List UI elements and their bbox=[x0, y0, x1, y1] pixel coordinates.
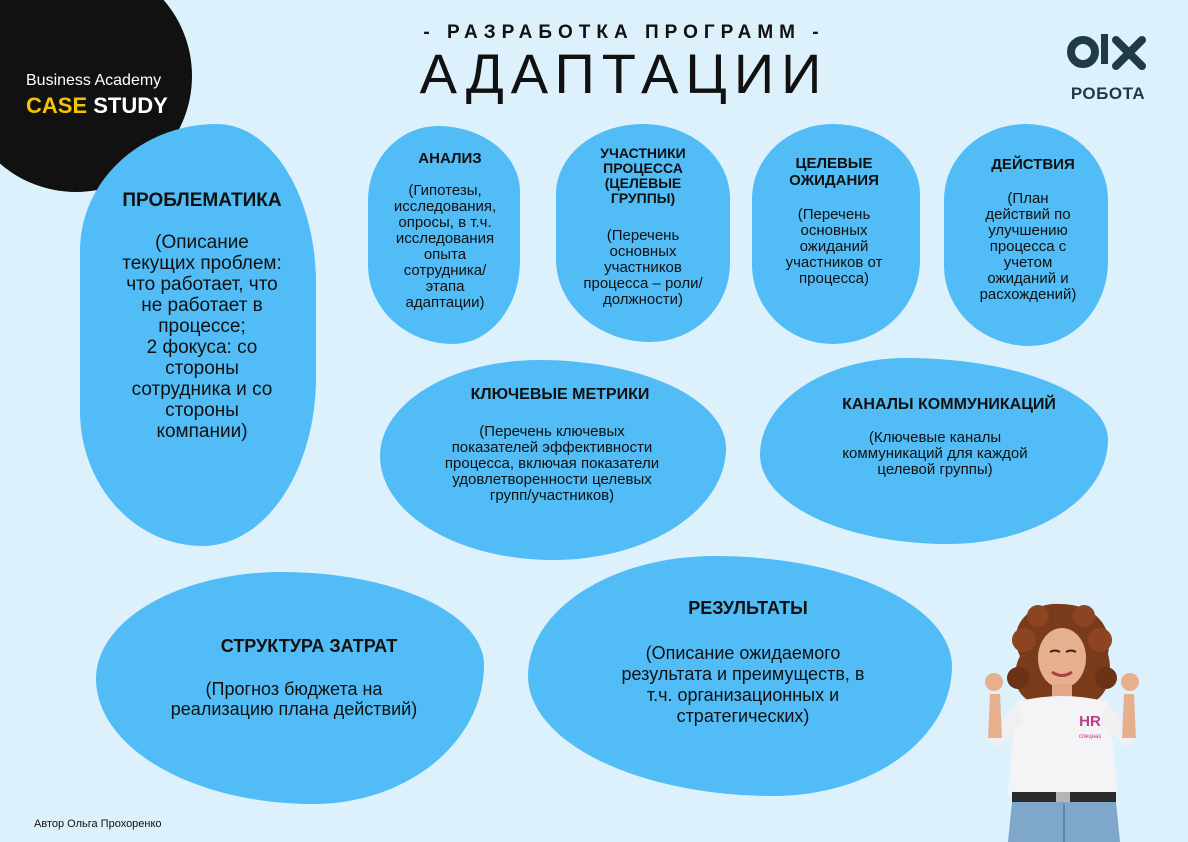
text-line: участников от bbox=[785, 254, 883, 271]
channels-description bbox=[790, 430, 1080, 478]
logo-line-case-study bbox=[26, 93, 168, 119]
olx-robota-label: РОБОТА bbox=[1070, 84, 1146, 103]
text-line: опросы, в т.ч. bbox=[398, 214, 492, 231]
page-title: АДАПТАЦИИ bbox=[419, 42, 829, 105]
text-line: должности) bbox=[603, 291, 683, 308]
logo-study-word: STUDY bbox=[93, 93, 168, 118]
hr-woman-illustration bbox=[968, 598, 1148, 842]
actions-title: ДЕЙСТВИЯ bbox=[991, 156, 1075, 173]
text-line: (Описание bbox=[155, 232, 249, 253]
costs-title: СТРУКТУРА ЗАТРАТ bbox=[220, 636, 398, 656]
problem-title: ПРОБЛЕМАТИКА bbox=[122, 190, 282, 211]
participants-block bbox=[556, 146, 730, 308]
logo-case-word: CASE bbox=[26, 93, 94, 118]
text-line: групп/участников) bbox=[489, 487, 615, 504]
text-line: не работает в bbox=[141, 295, 263, 316]
text-line: стороны bbox=[165, 358, 239, 379]
text-line: процесса, включая показатели bbox=[444, 455, 660, 472]
problem-block bbox=[92, 190, 312, 442]
text-line: (Перечень ключевых bbox=[479, 423, 625, 440]
text-line: (Прогноз бюджета на bbox=[205, 679, 383, 699]
text-line: процесса – роли/ bbox=[583, 275, 703, 292]
text-line: опыта bbox=[423, 246, 467, 263]
metrics-description bbox=[392, 424, 712, 504]
analysis-block bbox=[370, 150, 520, 311]
text-line: улучшению bbox=[988, 222, 1068, 239]
text-line: действий по bbox=[985, 206, 1071, 223]
text-line: ожиданий bbox=[799, 238, 869, 255]
text-line: процессе; bbox=[158, 316, 246, 337]
text-line: ПРОЦЕССА bbox=[603, 160, 683, 176]
text-line: ожиданий и bbox=[987, 270, 1069, 287]
text-line: реализацию плана действий) bbox=[170, 699, 418, 719]
text-line: адаптации) bbox=[405, 294, 485, 311]
text-line: ГРУППЫ) bbox=[610, 190, 676, 206]
text-line: (Перечень bbox=[606, 227, 680, 244]
text-line: удовлетворенности целевых bbox=[452, 471, 652, 488]
analysis-title: АНАЛИЗ bbox=[418, 150, 482, 167]
expectations-description bbox=[756, 207, 912, 287]
text-line: (ЦЕЛЕВЫЕ bbox=[604, 175, 682, 191]
text-line: сотрудника/ bbox=[403, 262, 487, 279]
logo-line-business-academy: Business Academy bbox=[26, 72, 162, 89]
text-line: результата и преимуществ, в bbox=[621, 664, 865, 684]
text-line: стратегических) bbox=[676, 706, 810, 726]
text-line: (Гипотезы, bbox=[408, 182, 482, 199]
channels-block bbox=[790, 396, 1080, 478]
text-line: этапа bbox=[425, 278, 465, 295]
costs-block bbox=[116, 636, 472, 719]
shirt-hr-text: HR bbox=[1079, 713, 1101, 730]
results-title: РЕЗУЛЬТАТЫ bbox=[688, 598, 808, 618]
results-description bbox=[548, 643, 938, 727]
author-credit: Автор Ольга Прохоренко bbox=[34, 818, 162, 830]
text-line: сотрудника и со bbox=[131, 379, 273, 400]
text-line: ЦЕЛЕВЫЕ bbox=[795, 155, 873, 172]
text-line: (Ключевые каналы bbox=[868, 429, 1002, 446]
text-line: компании) bbox=[156, 421, 248, 442]
text-line: участников bbox=[604, 259, 682, 276]
olx-logo-icon bbox=[1066, 32, 1150, 76]
text-line: текущих проблем: bbox=[122, 253, 282, 274]
participants-description bbox=[556, 228, 730, 308]
actions-block bbox=[952, 156, 1104, 303]
text-line: что работает, что bbox=[126, 274, 278, 295]
channels-title: КАНАЛЫ КОММУНИКАЦИЙ bbox=[842, 396, 1056, 413]
metrics-block bbox=[392, 386, 712, 504]
expectations-title bbox=[756, 155, 912, 189]
text-line: процесса с bbox=[989, 238, 1067, 255]
participants-title bbox=[556, 146, 730, 206]
text-line: учетом bbox=[1003, 254, 1053, 271]
expectations-block bbox=[756, 155, 912, 287]
text-line: УЧАСТНИКИ bbox=[600, 145, 686, 161]
text-line: основных bbox=[800, 222, 868, 239]
text-line: целевой группы) bbox=[877, 461, 993, 478]
results-block bbox=[548, 598, 938, 727]
text-line: исследования bbox=[395, 230, 495, 247]
metrics-title: КЛЮЧЕВЫЕ МЕТРИКИ bbox=[470, 386, 650, 403]
text-line: 2 фокуса: со bbox=[146, 337, 258, 358]
text-line: коммуникаций для каждой bbox=[842, 445, 1028, 462]
text-line: исследования, bbox=[393, 198, 497, 215]
costs-description bbox=[116, 679, 472, 719]
text-line: основных bbox=[609, 243, 677, 260]
page-subtitle: - РАЗРАБОТКА ПРОГРАММ - bbox=[423, 22, 825, 43]
text-line: (План bbox=[1007, 190, 1049, 207]
text-line: стороны bbox=[165, 400, 239, 421]
text-line: ОЖИДАНИЯ bbox=[789, 172, 879, 189]
text-line: т.ч. организационных и bbox=[646, 685, 840, 705]
text-line: процесса) bbox=[799, 270, 869, 287]
actions-description bbox=[952, 191, 1104, 303]
text-line: расхождений) bbox=[979, 286, 1077, 303]
analysis-description bbox=[370, 183, 520, 311]
problem-description bbox=[92, 232, 312, 442]
text-line: показателей эффективности bbox=[451, 439, 653, 456]
text-line: (Описание ожидаемого bbox=[645, 643, 841, 663]
shirt-sub-text: спецназ bbox=[1078, 734, 1102, 740]
text-line: (Перечень bbox=[797, 206, 871, 223]
